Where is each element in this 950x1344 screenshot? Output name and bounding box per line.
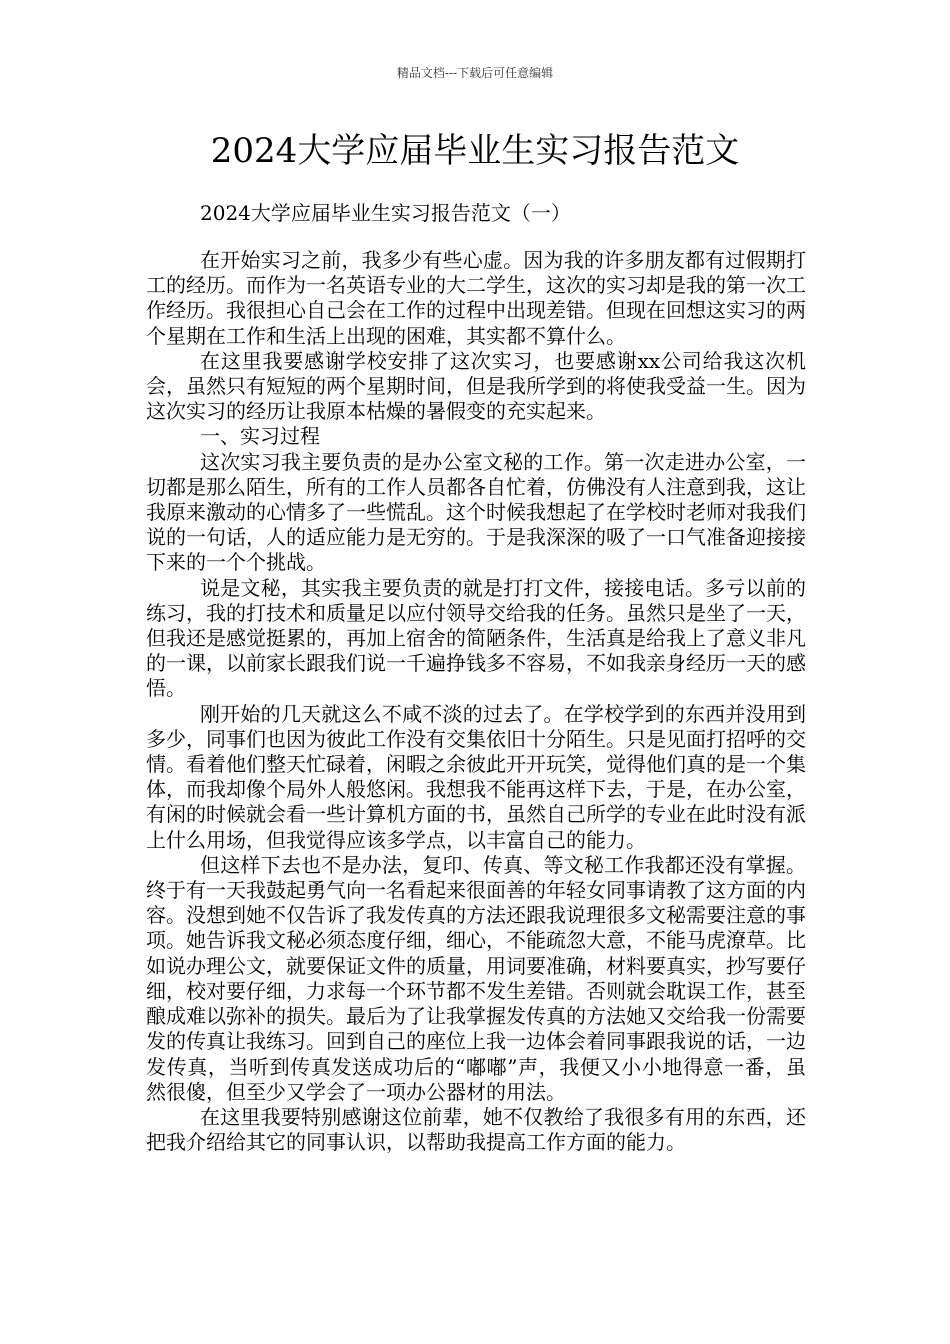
paragraph-5: 刚开始的几天就这么不咸不淡的过去了。在学校学到的东西并没用到多少，同事们也因为彼此工作没有交集依旧十分陌生。只是见面打招呼的交情。看着他们整天忙碌着，闲暇之余彼此开开玩笑，觉得他们真的是一个集体，而我却像个局外人般悠闲。我想我不能再这样下去，于是，在办公室，有闲的时候就会看一些计算机方面的书，虽然自己所学的专业在此时没有派上什么用场，但我觉得应该多学点，以丰富自己的能力。	[146, 701, 806, 852]
paragraph-6: 但这样下去也不是办法，复印、传真、等文秘工作我都还没有掌握。终于有一天我鼓起勇气向一名看起来很面善的年轻女同事请教了这方面的内容。没想到她不仅告诉了我发传真的方法还跟我说理很多文秘需要注意的事项。她告诉我文秘必须态度仔细，细心，不能疏忽大意，不能马虎潦草。比如说办理公文，就要保证文件的质量，用词要准确，材料要真实，抄写要仔细，校对要仔细，力求每一个环节都不发生差错。否则就会耽误工作，甚至酿成难以弥补的损失。最后为了让我掌握发传真的方法她又交给我一份需要发的传真让我练习。回到自己的座位上我一边体会着同事跟我说的话，一边发传真，当听到传真发送成功后的“嘟嘟”声，我便又小小地得意一番，虽然很傻，但至少又学会了一项办公器材的用法。	[146, 852, 806, 1104]
document-body	[146, 248, 806, 1155]
paragraph-3: 这次实习我主要负责的是办公室文秘的工作。第一次走进办公室，一切都是那么陌生，所有的工作人员都各自忙着，仿佛没有人注意到我，这让我原来激动的心情多了一些慌乱。这个时候我想起了在学校时老师对我我们说的一句话，人的适应能力是无穷的。于是我深深的吸了一口气准备迎接接下来的一个个挑战。	[146, 449, 806, 575]
section-heading-process: 一、实习过程	[200, 424, 320, 449]
paragraph-4: 说是文秘，其实我主要负责的就是打打文件，接接电话。多亏以前的练习，我的打技术和质量足以应付领导交给我的任务。虽然只是坐了一天，但我还是感觉挺累的，再加上宿舍的简陋条件，生活真是给我上了意义非凡的一课，以前家长跟我们说一千遍挣钱多不容易，不如我亲身经历一天的感悟。	[146, 575, 806, 701]
page-header: 精品文档---下载后可任意编辑	[396, 66, 554, 80]
document-title: 2024大学应届毕业生实习报告范文	[210, 131, 740, 171]
document-subtitle: 2024大学应届毕业生实习报告范文（一）	[200, 201, 571, 225]
paragraph-7: 在这里我要特别感谢这位前辈，她不仅教给了我很多有用的东西，还把我介绍给其它的同事认识，以帮助我提高工作方面的能力。	[146, 1104, 806, 1155]
paragraph-1: 在开始实习之前，我多少有些心虚。因为我的许多朋友都有过假期打工的经历。而作为一名英语专业的大二学生，这次的实习却是我的第一次工作经历。我很担心自己会在工作的过程中出现差错。但现在回想这实习的两个星期在工作和生活上出现的困难，其实都不算什么。	[146, 248, 806, 348]
paragraph-2: 在这里我要感谢学校安排了这次实习，也要感谢xx公司给我这次机会，虽然只有短短的两个星期时间，但是我所学到的将使我受益一生。因为这次实习的经历让我原本枯燥的暑假变的充实起来。	[146, 348, 806, 424]
